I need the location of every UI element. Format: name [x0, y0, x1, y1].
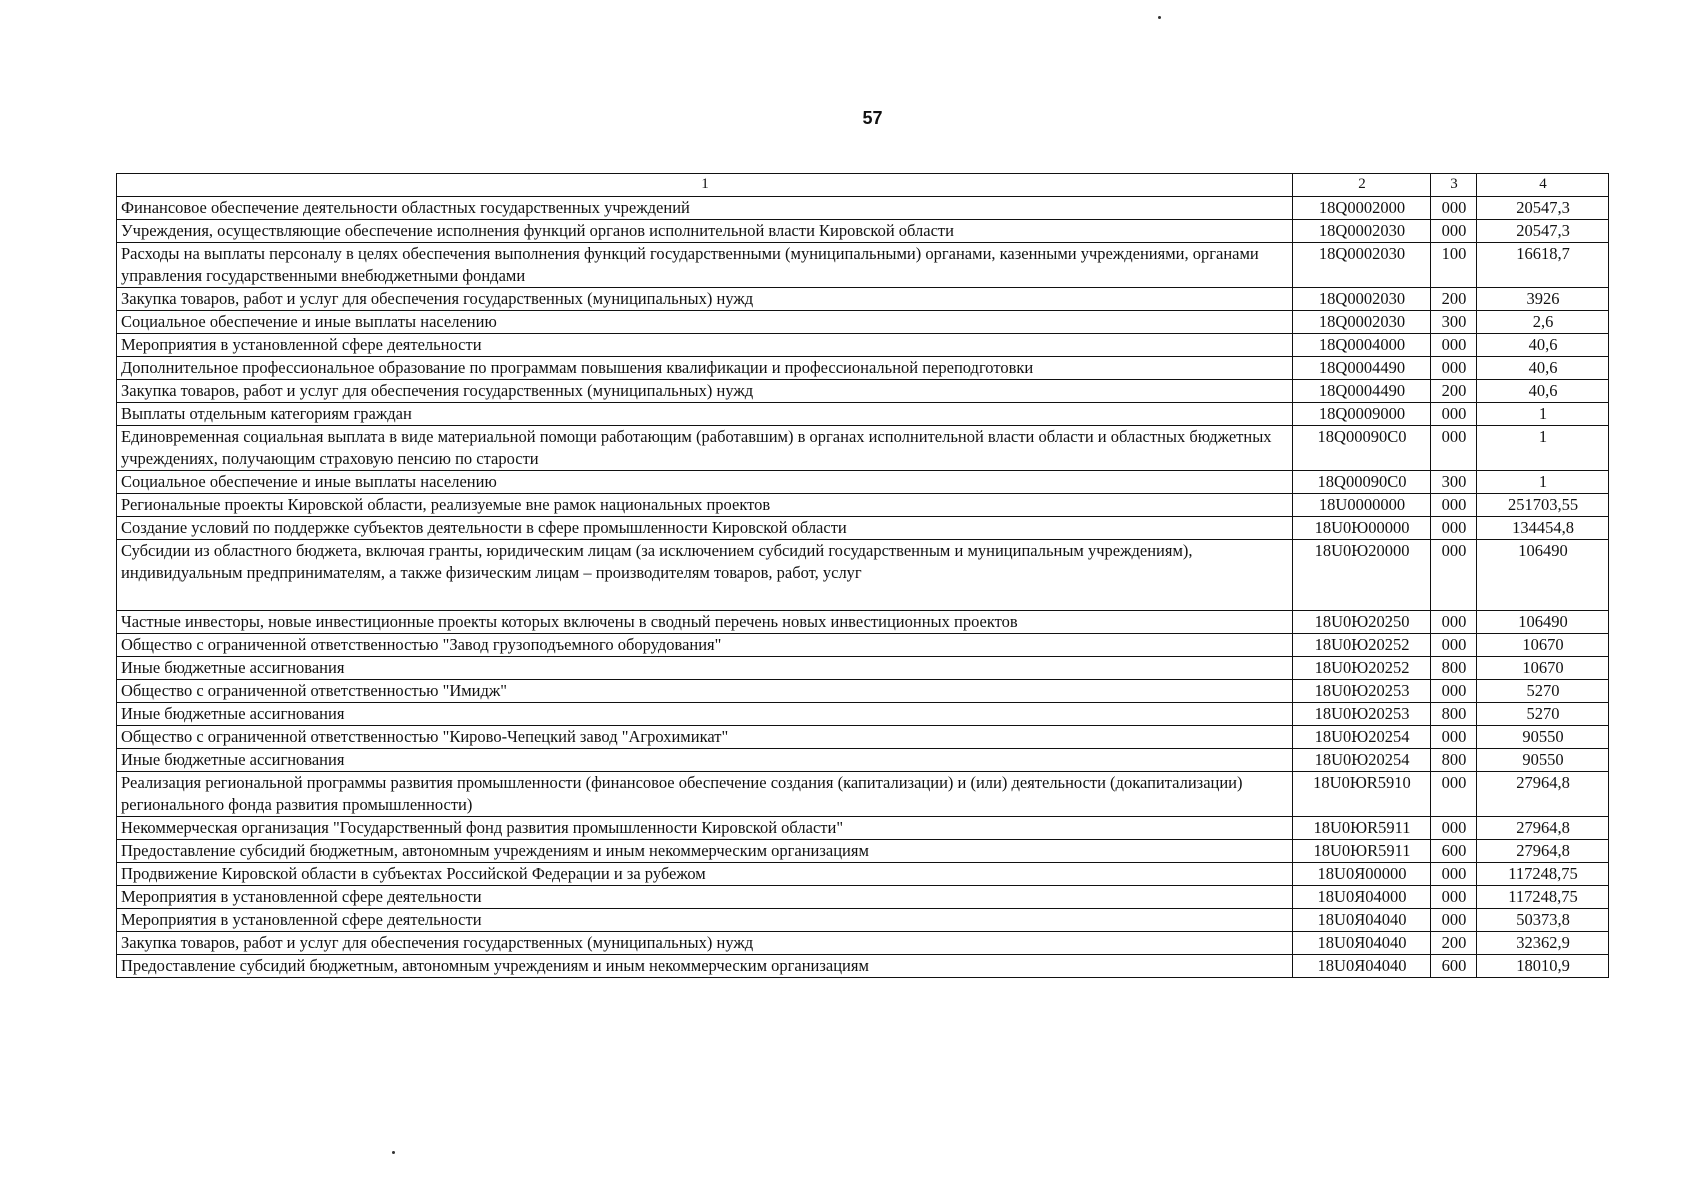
- row-description: Частные инвесторы, новые инвестиционные проекты которых включены в сводный перечень новых инвестиционных проектов: [117, 611, 1293, 634]
- row-target-code: 18U0ЮR5911: [1293, 817, 1431, 840]
- row-target-code: 18U0ЮR5911: [1293, 840, 1431, 863]
- row-amount: 3926: [1477, 288, 1609, 311]
- row-description: Финансовое обеспечение деятельности областных государственных учреждений: [117, 197, 1293, 220]
- row-description: Продвижение Кировской области в субъектах Российской Федерации и за рубежом: [117, 863, 1293, 886]
- row-expense-type: 000: [1431, 817, 1477, 840]
- row-expense-type: 200: [1431, 932, 1477, 955]
- row-target-code: 18U0Я00000: [1293, 863, 1431, 886]
- table-row: [117, 840, 1609, 863]
- row-expense-type: 000: [1431, 540, 1477, 611]
- row-amount: 20547,3: [1477, 220, 1609, 243]
- row-description: Некоммерческая организация "Государственный фонд развития промышленности Кировской области": [117, 817, 1293, 840]
- row-target-code: 18U0Я04040: [1293, 932, 1431, 955]
- table-row: [117, 380, 1609, 403]
- table-row: [117, 540, 1609, 611]
- row-expense-type: 100: [1431, 243, 1477, 288]
- row-expense-type: 800: [1431, 657, 1477, 680]
- row-description: Общество с ограниченной ответственностью "Завод грузоподъемного оборудования": [117, 634, 1293, 657]
- row-target-code: 18Q0002030: [1293, 220, 1431, 243]
- row-description: Мероприятия в установленной сфере деятельности: [117, 886, 1293, 909]
- row-description: Создание условий по поддержке субъектов деятельности в сфере промышленности Кировской области: [117, 517, 1293, 540]
- table-row: [117, 703, 1609, 726]
- column-header-1: 1: [117, 174, 1293, 197]
- row-expense-type: 300: [1431, 471, 1477, 494]
- table-row: [117, 220, 1609, 243]
- column-header-4: 4: [1477, 174, 1609, 197]
- row-target-code: 18Q0004490: [1293, 357, 1431, 380]
- row-description: Субсидии из областного бюджета, включая гранты, юридическим лицам (за исключением субсидий государственным и муниципальным учреждениям), индивидуальным предпринимателям, а также физическим лицам – производителям товаров, работ, услуг: [117, 540, 1293, 611]
- row-expense-type: 000: [1431, 197, 1477, 220]
- row-amount: 40,6: [1477, 357, 1609, 380]
- row-target-code: 18Q0002030: [1293, 243, 1431, 288]
- table-row: [117, 517, 1609, 540]
- row-amount: 5270: [1477, 680, 1609, 703]
- row-target-code: 18U0Ю20250: [1293, 611, 1431, 634]
- scan-speck: [392, 1151, 395, 1154]
- row-description: Мероприятия в установленной сфере деятельности: [117, 334, 1293, 357]
- row-description: Мероприятия в установленной сфере деятельности: [117, 909, 1293, 932]
- row-expense-type: 000: [1431, 357, 1477, 380]
- row-target-code: 18U0Ю20253: [1293, 703, 1431, 726]
- row-description: Социальное обеспечение и иные выплаты населению: [117, 471, 1293, 494]
- row-expense-type: 000: [1431, 611, 1477, 634]
- row-target-code: 18Q0002030: [1293, 288, 1431, 311]
- scan-speck: [1158, 16, 1161, 19]
- row-description: Иные бюджетные ассигнования: [117, 657, 1293, 680]
- row-expense-type: 000: [1431, 772, 1477, 817]
- row-amount: 27964,8: [1477, 772, 1609, 817]
- row-target-code: 18Q0002000: [1293, 197, 1431, 220]
- row-target-code: 18Q0009000: [1293, 403, 1431, 426]
- row-expense-type: 000: [1431, 494, 1477, 517]
- row-description: Единовременная социальная выплата в виде материальной помощи работающим (работавшим) в органах исполнительной власти области и областных бюджетных учреждениях, получающим страховую пенсию по старости: [117, 426, 1293, 471]
- table-row: [117, 726, 1609, 749]
- row-target-code: 18Q00090C0: [1293, 471, 1431, 494]
- row-amount: 10670: [1477, 634, 1609, 657]
- column-header-3: 3: [1431, 174, 1477, 197]
- table-row: [117, 426, 1609, 471]
- table-row: [117, 634, 1609, 657]
- row-expense-type: 000: [1431, 220, 1477, 243]
- row-target-code: 18U0Ю20252: [1293, 657, 1431, 680]
- budget-table: [116, 173, 1609, 978]
- row-amount: 27964,8: [1477, 840, 1609, 863]
- row-description: Региональные проекты Кировской области, реализуемые вне рамок национальных проектов: [117, 494, 1293, 517]
- row-description: Общество с ограниченной ответственностью "Кирово-Чепецкий завод "Агрохимикат": [117, 726, 1293, 749]
- row-amount: 10670: [1477, 657, 1609, 680]
- table-row: [117, 955, 1609, 978]
- row-amount: 134454,8: [1477, 517, 1609, 540]
- row-expense-type: 200: [1431, 380, 1477, 403]
- table-row: [117, 886, 1609, 909]
- table-row: [117, 471, 1609, 494]
- row-target-code: 18Q0004000: [1293, 334, 1431, 357]
- table-row: [117, 932, 1609, 955]
- row-description: Дополнительное профессиональное образование по программам повышения квалификации и профессиональной переподготовки: [117, 357, 1293, 380]
- row-amount: 20547,3: [1477, 197, 1609, 220]
- row-description: Выплаты отдельным категориям граждан: [117, 403, 1293, 426]
- row-amount: 2,6: [1477, 311, 1609, 334]
- row-expense-type: 000: [1431, 863, 1477, 886]
- row-expense-type: 800: [1431, 703, 1477, 726]
- row-target-code: 18U0Ю20252: [1293, 634, 1431, 657]
- row-target-code: 18Q0004490: [1293, 380, 1431, 403]
- table-row: [117, 197, 1609, 220]
- row-target-code: 18U0Ю20253: [1293, 680, 1431, 703]
- row-amount: 117248,75: [1477, 886, 1609, 909]
- row-description: Социальное обеспечение и иные выплаты населению: [117, 311, 1293, 334]
- table-row: [117, 680, 1609, 703]
- row-description: Предоставление субсидий бюджетным, автономным учреждениям и иным некоммерческим организациям: [117, 840, 1293, 863]
- row-expense-type: 000: [1431, 517, 1477, 540]
- row-target-code: 18U0Я04000: [1293, 886, 1431, 909]
- row-target-code: 18U0ЮR5910: [1293, 772, 1431, 817]
- row-target-code: 18U0Ю20254: [1293, 749, 1431, 772]
- table-row: [117, 357, 1609, 380]
- row-amount: 32362,9: [1477, 932, 1609, 955]
- column-header-2: 2: [1293, 174, 1431, 197]
- row-expense-type: 000: [1431, 334, 1477, 357]
- table-row: [117, 334, 1609, 357]
- row-amount: 1: [1477, 403, 1609, 426]
- row-amount: 90550: [1477, 749, 1609, 772]
- table-row: [117, 772, 1609, 817]
- row-description: Иные бюджетные ассигнования: [117, 703, 1293, 726]
- row-target-code: 18Q00090C0: [1293, 426, 1431, 471]
- row-expense-type: 000: [1431, 426, 1477, 471]
- table-row: [117, 611, 1609, 634]
- row-description: Реализация региональной программы развития промышленности (финансовое обеспечение создания (капитализации) и (или) деятельности (докапитализации) регионального фонда развития промышленности): [117, 772, 1293, 817]
- row-amount: 18010,9: [1477, 955, 1609, 978]
- row-target-code: 18U0Ю20000: [1293, 540, 1431, 611]
- table-row: [117, 749, 1609, 772]
- row-description: Закупка товаров, работ и услуг для обеспечения государственных (муниципальных) нужд: [117, 932, 1293, 955]
- row-expense-type: 000: [1431, 886, 1477, 909]
- row-target-code: 18U0Ю20254: [1293, 726, 1431, 749]
- row-description: Закупка товаров, работ и услуг для обеспечения государственных (муниципальных) нужд: [117, 288, 1293, 311]
- row-description: Расходы на выплаты персоналу в целях обеспечения выполнения функций государственными (муниципальными) органами, казенными учреждениями, органами управления государственными внебюджетными фондами: [117, 243, 1293, 288]
- row-expense-type: 600: [1431, 955, 1477, 978]
- row-target-code: 18U0000000: [1293, 494, 1431, 517]
- row-expense-type: 000: [1431, 403, 1477, 426]
- row-target-code: 18U0Ю00000: [1293, 517, 1431, 540]
- row-amount: 117248,75: [1477, 863, 1609, 886]
- row-description: Предоставление субсидий бюджетным, автономным учреждениям и иным некоммерческим организациям: [117, 955, 1293, 978]
- table-row: [117, 817, 1609, 840]
- row-amount: 106490: [1477, 611, 1609, 634]
- row-expense-type: 000: [1431, 726, 1477, 749]
- row-expense-type: 300: [1431, 311, 1477, 334]
- row-amount: 106490: [1477, 540, 1609, 611]
- table-row: [117, 311, 1609, 334]
- row-description: Учреждения, осуществляющие обеспечение исполнения функций органов исполнительной власти Кировской области: [117, 220, 1293, 243]
- row-amount: 90550: [1477, 726, 1609, 749]
- page-number: 57: [862, 108, 883, 128]
- row-target-code: 18U0Я04040: [1293, 909, 1431, 932]
- table-row: [117, 863, 1609, 886]
- table-body: [117, 197, 1609, 978]
- row-amount: 5270: [1477, 703, 1609, 726]
- row-amount: 27964,8: [1477, 817, 1609, 840]
- row-description: Общество с ограниченной ответственностью "Имидж": [117, 680, 1293, 703]
- table-row: [117, 403, 1609, 426]
- row-expense-type: 000: [1431, 634, 1477, 657]
- row-amount: 16618,7: [1477, 243, 1609, 288]
- row-description: Иные бюджетные ассигнования: [117, 749, 1293, 772]
- table-row: [117, 494, 1609, 517]
- table-row: [117, 288, 1609, 311]
- row-amount: 50373,8: [1477, 909, 1609, 932]
- table-row: [117, 657, 1609, 680]
- table-header-row: [117, 174, 1609, 197]
- row-expense-type: 200: [1431, 288, 1477, 311]
- row-expense-type: 000: [1431, 909, 1477, 932]
- row-target-code: 18U0Я04040: [1293, 955, 1431, 978]
- row-amount: 40,6: [1477, 334, 1609, 357]
- row-expense-type: 800: [1431, 749, 1477, 772]
- row-amount: 1: [1477, 426, 1609, 471]
- row-expense-type: 000: [1431, 680, 1477, 703]
- row-expense-type: 600: [1431, 840, 1477, 863]
- table-row: [117, 909, 1609, 932]
- row-target-code: 18Q0002030: [1293, 311, 1431, 334]
- row-description: Закупка товаров, работ и услуг для обеспечения государственных (муниципальных) нужд: [117, 380, 1293, 403]
- row-amount: 40,6: [1477, 380, 1609, 403]
- row-amount: 251703,55: [1477, 494, 1609, 517]
- row-amount: 1: [1477, 471, 1609, 494]
- table-row: [117, 243, 1609, 288]
